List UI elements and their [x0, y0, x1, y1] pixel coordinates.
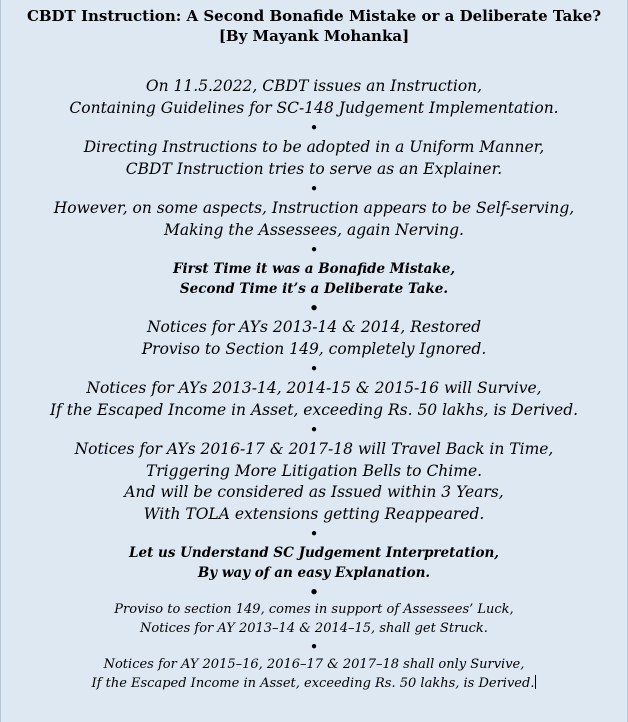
stanza-7: [1, 439, 627, 543]
verse-line: Directing Instructions to be adopted in a Uniform Manner,: [83, 138, 545, 156]
verse-line: On 11.5.2022, CBDT issues an Instruction,: [145, 77, 483, 95]
verse-line: And will be considered as Issued within 3 Years,: [124, 483, 504, 501]
header: [1, 0, 627, 46]
verse-line: However, on some aspects, Instruction appears to be Self-serving,: [53, 199, 575, 217]
document-title: CBDT Instruction: A Second Bonafide Mistake or a Deliberate Take?: [26, 7, 602, 25]
bullet-separator: •: [309, 525, 319, 543]
stanza-9: [1, 601, 627, 656]
bullet-separator: •: [309, 360, 319, 378]
verse-line: Proviso to Section 149, completely Ignored.: [141, 339, 487, 358]
bullet-separator: •: [309, 119, 319, 137]
verse-line: If the Escaped Income in Asset, exceeding Rs. 50 lakhs, is Derived.: [49, 400, 579, 419]
bullet-separator: •: [309, 421, 319, 439]
verse-line: Notices for AY 2015–16, 2016–17 & 2017–18 shall only Survive,: [103, 657, 525, 672]
bullet-separator: •: [309, 638, 319, 656]
bullet-separator: •: [309, 241, 319, 259]
verse-line: Notices for AYs 2016-17 & 2017-18 will Travel Back in Time,: [74, 440, 554, 458]
verse-line: With TOLA extensions getting Reappeared.: [143, 504, 485, 523]
verse-line: Proviso to section 149, comes in support of Assessees’ Luck,: [114, 602, 514, 617]
stanza-2: [1, 137, 627, 198]
verse-line-text: If the Escaped Income in Asset, exceeding Rs. 50 lakhs, is Derived.: [91, 675, 535, 691]
bullet-separator: •: [309, 299, 319, 317]
stanza-5: [1, 317, 627, 378]
verse-line: Let us Understand SC Judgement Interpretation,: [129, 545, 499, 561]
verse-line: Containing Guidelines for SC-148 Judgement Implementation.: [69, 98, 559, 117]
verse-line: Triggering More Litigation Bells to Chime.: [145, 461, 483, 480]
stanza-6: [1, 378, 627, 439]
bullet-separator: •: [309, 583, 319, 601]
verse-line: Making the Assessees, again Nerving.: [164, 220, 464, 239]
verse-line: Second Time it’s a Deliberate Take.: [179, 281, 449, 297]
verse-line: Notices for AYs 2013-14, 2014-15 & 2015-16 will Survive,: [86, 379, 542, 397]
verse-line-last: [1, 675, 627, 694]
bullet-separator: •: [309, 180, 319, 198]
verse-line: Notices for AY 2013–14 & 2014–15, shall get Struck.: [140, 620, 488, 636]
verse-line: First Time it was a Bonafide Mistake,: [172, 261, 456, 277]
verse-line: Notices for AYs 2013-14 & 2014, Restored: [146, 318, 482, 336]
author-byline: [By Mayank Mohanka]: [218, 27, 410, 45]
stanza-8: [1, 543, 627, 601]
stanza-1: [1, 76, 627, 137]
stanza-4: [1, 259, 627, 317]
stanza-10: [1, 656, 627, 693]
verse-line: CBDT Instruction tries to serve as an Explainer.: [125, 159, 503, 178]
verse-line: By way of an easy Explanation.: [197, 565, 431, 581]
text-cursor: [535, 675, 536, 689]
stanza-3: [1, 198, 627, 259]
